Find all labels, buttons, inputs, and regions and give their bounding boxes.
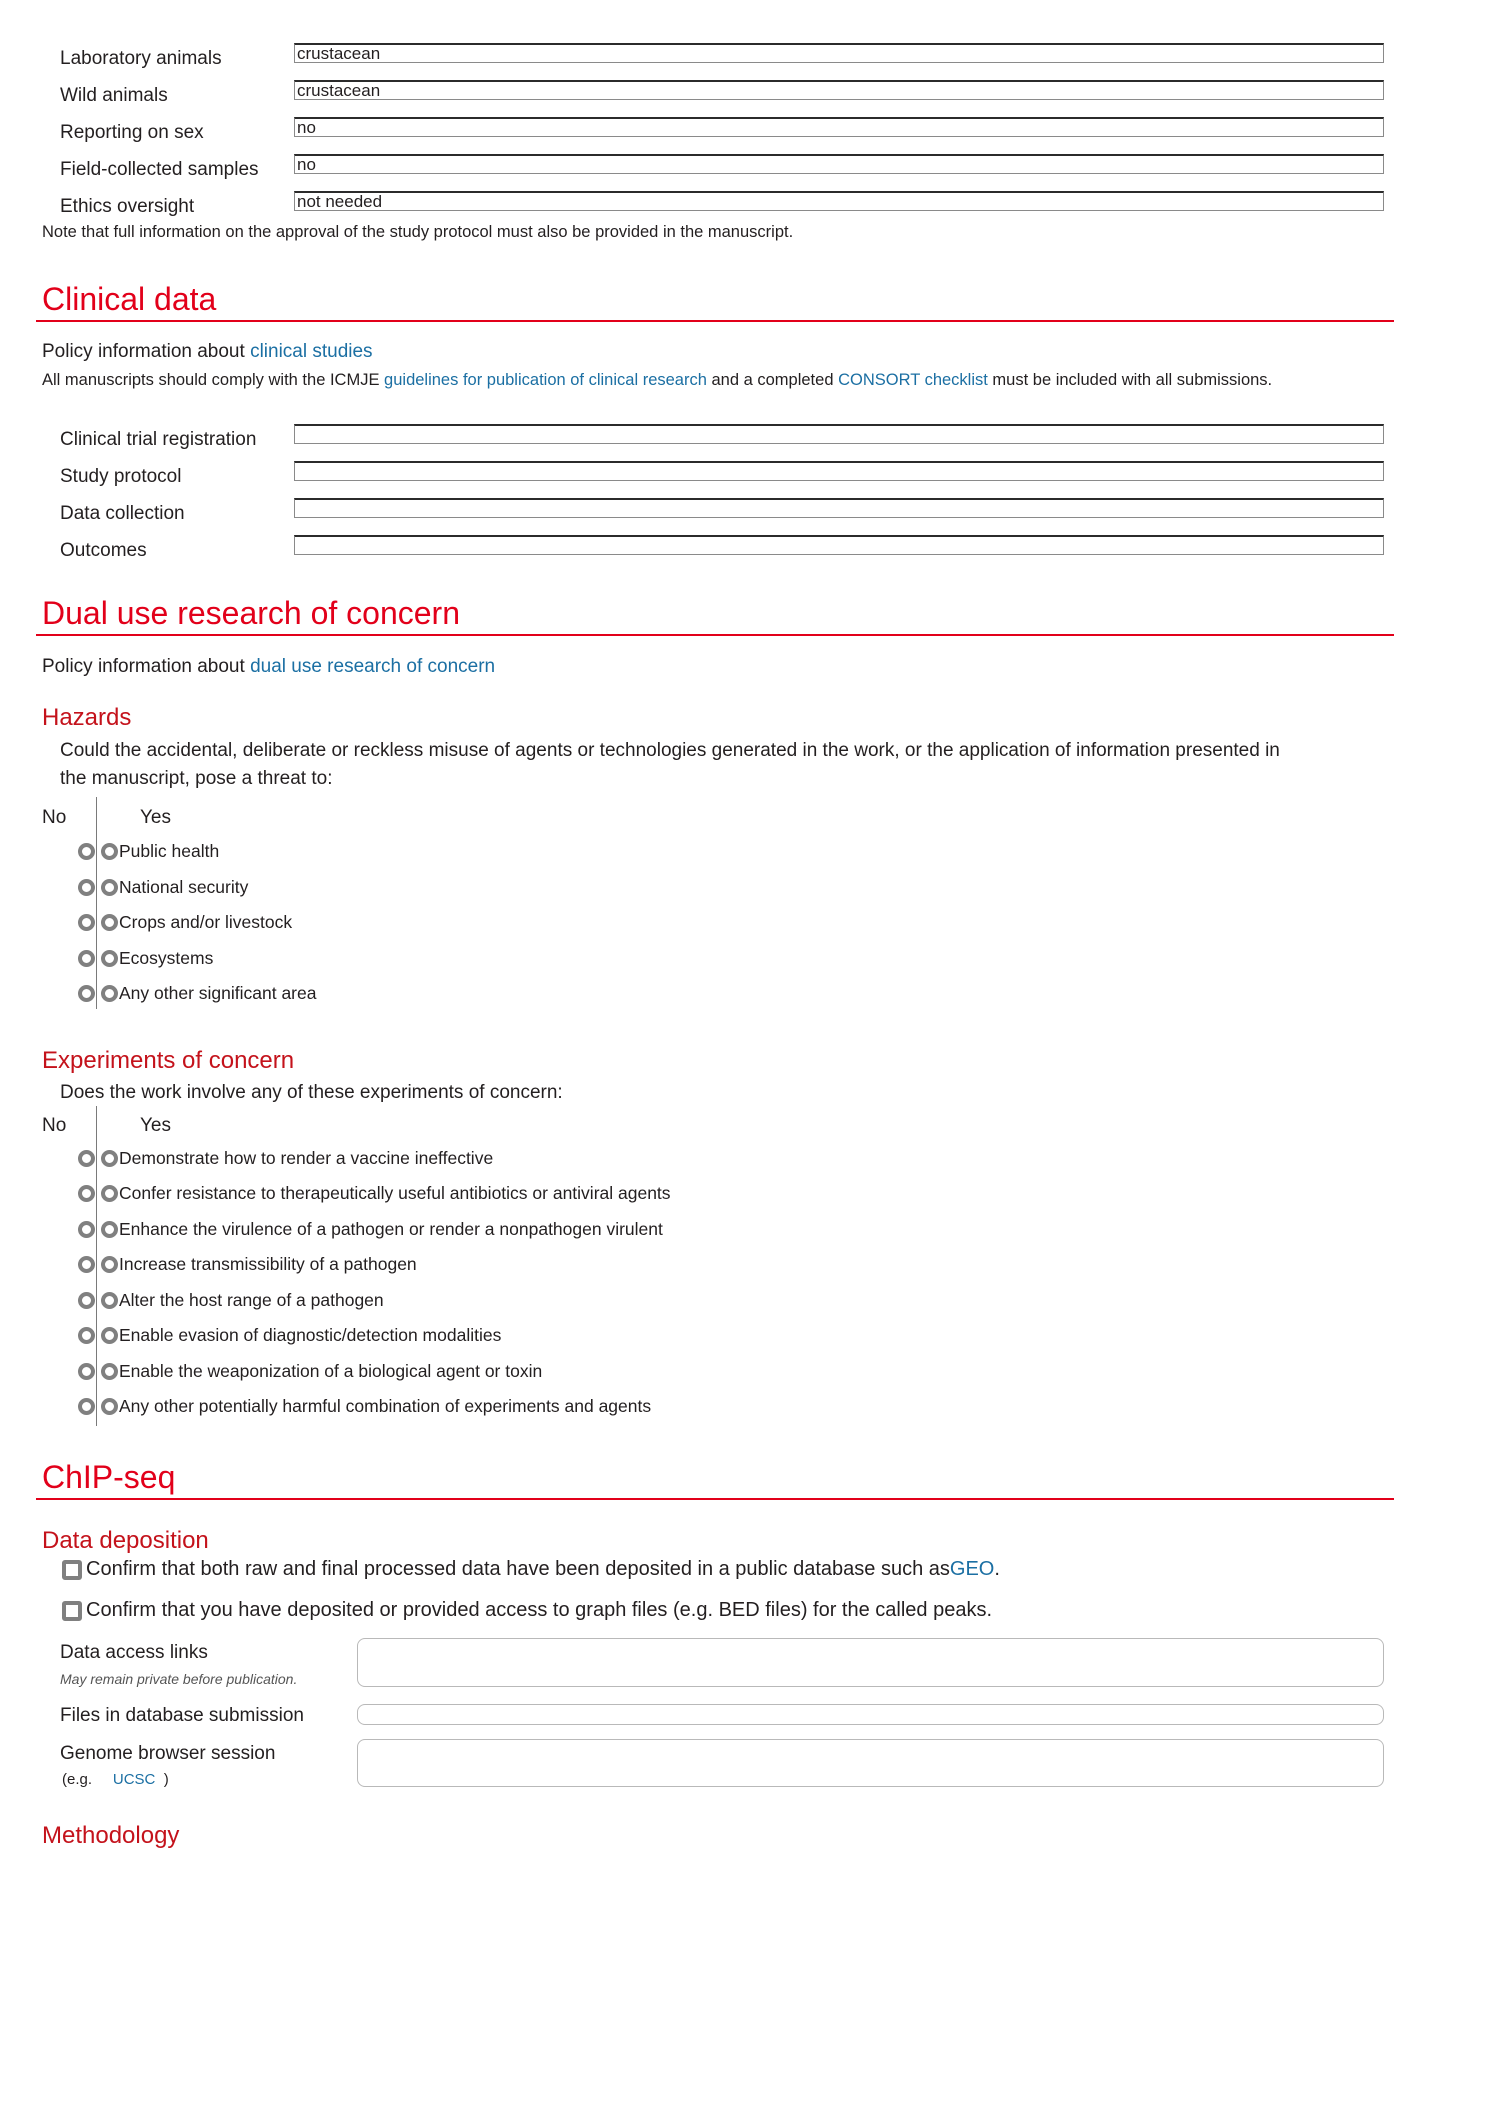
methodology-title: Methodology — [42, 1822, 180, 1849]
outcomes-label: Outcomes — [60, 540, 147, 561]
ethics-oversight-label: Ethics oversight — [60, 196, 195, 217]
dual-use-policy-prefix: Policy information about — [42, 656, 251, 677]
dual-use-title: Dual use research of concern — [42, 595, 460, 631]
reporting-on-sex-field[interactable]: no — [294, 117, 1384, 137]
no-radio[interactable] — [78, 950, 95, 967]
clinical-studies-link[interactable]: clinical studies — [250, 341, 373, 362]
experiments-question: Does the work involve any of these experiments of concern: — [60, 1082, 563, 1103]
experiment-option-weaponization — [78, 1359, 542, 1383]
graph-files-checkbox[interactable] — [62, 1601, 82, 1621]
no-radio[interactable] — [78, 1363, 95, 1380]
hazards-yes-header: Yes — [140, 807, 171, 828]
experiments-of-concern-title: Experiments of concern — [42, 1047, 295, 1074]
experiment-option-resistance — [78, 1181, 671, 1205]
no-radio[interactable] — [78, 879, 95, 896]
clinical-policy-text — [42, 341, 373, 363]
no-radio[interactable] — [78, 1150, 95, 1167]
experiment-option-other-combination — [78, 1394, 651, 1418]
clinical-data-title: Clinical data — [42, 281, 217, 317]
experiment-label: Enable the weaponization of a biological agent or toxin — [119, 1360, 543, 1381]
genome-browser-session-label: Genome browser session — [60, 1743, 276, 1764]
hazard-label: National security — [119, 876, 249, 897]
compliance-middle: and a completed — [706, 371, 839, 389]
wild-animals-label: Wild animals — [60, 85, 168, 106]
chipseq-title: ChIP-seq — [42, 1459, 176, 1495]
yes-radio[interactable] — [101, 950, 118, 967]
experiment-label: Confer resistance to therapeutically useful antibiotics or antiviral agents — [119, 1182, 671, 1203]
yes-radio[interactable] — [101, 879, 118, 896]
raw-data-deposited-checkbox[interactable] — [62, 1560, 82, 1580]
consort-checklist-link[interactable]: CONSORT checklist — [838, 371, 988, 389]
wild-animals-field[interactable]: crustacean — [294, 80, 1384, 100]
dual-use-policy-link[interactable]: dual use research of concern — [250, 656, 496, 677]
data-access-links-field[interactable] — [357, 1638, 1384, 1687]
experiments-no-header: No — [42, 1115, 67, 1136]
genome-browser-example — [62, 1771, 169, 1788]
no-radio[interactable] — [78, 843, 95, 860]
yes-radio[interactable] — [101, 985, 118, 1002]
study-protocol-field[interactable] — [294, 461, 1384, 481]
no-radio[interactable] — [78, 1292, 95, 1309]
hazards-no-header: No — [42, 807, 67, 828]
hazards-question-line1: Could the accidental, deliberate or reckless misuse of agents or technologies generated in the work, or the application of information presented in — [60, 740, 1280, 761]
yes-radio[interactable] — [101, 1221, 118, 1238]
files-in-database-label: Files in database submission — [60, 1705, 304, 1726]
data-collection-label: Data collection — [60, 503, 185, 524]
no-radio[interactable] — [78, 1185, 95, 1202]
hazard-label: Public health — [119, 840, 220, 861]
hazard-option-ecosystems — [78, 946, 213, 970]
yes-radio[interactable] — [101, 1363, 118, 1380]
genome-browser-session-field[interactable] — [357, 1739, 1384, 1787]
data-access-links-label: Data access links — [60, 1642, 208, 1663]
dual-use-policy-text — [42, 656, 495, 678]
clinical-policy-prefix: Policy information about — [42, 341, 251, 362]
experiments-yes-header: Yes — [140, 1115, 171, 1136]
no-radio[interactable] — [78, 1221, 95, 1238]
yes-radio[interactable] — [101, 1292, 118, 1309]
hazard-option-national-security — [78, 875, 248, 899]
experiment-option-transmissibility — [78, 1252, 417, 1276]
hazard-option-public-health — [78, 839, 219, 863]
no-radio[interactable] — [78, 1327, 95, 1344]
field-collected-samples-field[interactable]: no — [294, 154, 1384, 174]
experiment-label: Any other potentially harmful combination of experiments and agents — [119, 1395, 652, 1416]
experiment-option-virulence — [78, 1217, 663, 1241]
files-in-database-field[interactable] — [357, 1704, 1384, 1725]
clinical-trial-registration-field[interactable] — [294, 424, 1384, 444]
hazards-question-line2: the manuscript, pose a threat to: — [60, 768, 333, 789]
yes-radio[interactable] — [101, 1327, 118, 1344]
study-protocol-label: Study protocol — [60, 466, 182, 487]
hazard-label: Any other significant area — [119, 982, 317, 1003]
experiment-label: Increase transmissibility of a pathogen — [119, 1253, 417, 1274]
hazards-title: Hazards — [42, 704, 132, 731]
eg-prefix: (e.g. — [62, 1771, 93, 1788]
experiment-label: Enhance the virulence of a pathogen or render a nonpathogen virulent — [119, 1218, 663, 1239]
data-collection-field[interactable] — [294, 498, 1384, 518]
no-radio[interactable] — [78, 1256, 95, 1273]
protocol-approval-note: Note that full information on the approval of the study protocol must also be provided in the manuscript. — [42, 223, 794, 241]
ethics-oversight-field[interactable]: not needed — [294, 191, 1384, 211]
hazard-option-other-area — [78, 981, 316, 1005]
yes-radio[interactable] — [101, 1185, 118, 1202]
no-radio[interactable] — [78, 985, 95, 1002]
clinical-section-rule — [36, 320, 1394, 322]
yes-radio[interactable] — [101, 1398, 118, 1415]
chipseq-section-rule — [36, 1498, 1394, 1500]
raw-data-deposited-prefix: Confirm that both raw and final processed data have been deposited in a public database such as — [86, 1558, 950, 1580]
raw-data-deposited-option — [62, 1558, 1000, 1581]
no-radio[interactable] — [78, 1398, 95, 1415]
experiment-option-host-range — [78, 1288, 384, 1312]
experiment-option-evasion — [78, 1323, 501, 1347]
field-collected-samples-label: Field-collected samples — [60, 159, 259, 180]
laboratory-animals-label: Laboratory animals — [60, 48, 222, 69]
experiment-option-vaccine — [78, 1146, 493, 1170]
hazard-label: Crops and/or livestock — [119, 911, 293, 932]
hazard-label: Ecosystems — [119, 947, 214, 968]
hazards-no-yes-divider — [96, 797, 97, 1009]
graph-files-option — [62, 1599, 992, 1622]
laboratory-animals-field[interactable]: crustacean — [294, 43, 1384, 63]
no-radio[interactable] — [78, 914, 95, 931]
eg-suffix: ) — [163, 1771, 169, 1788]
compliance-suffix: must be included with all submissions. — [987, 371, 1273, 389]
data-access-note: May remain private before publication. — [60, 1671, 298, 1687]
compliance-prefix: All manuscripts should comply with the ICMJE — [42, 371, 385, 389]
yes-radio[interactable] — [101, 1150, 118, 1167]
geo-link[interactable]: GEO — [949, 1558, 995, 1580]
reporting-on-sex-label: Reporting on sex — [60, 122, 204, 143]
yes-radio[interactable] — [101, 1256, 118, 1273]
dual-use-section-rule — [36, 634, 1394, 636]
graph-files-label: Confirm that you have deposited or provided access to graph files (e.g. BED files) for the called peaks. — [86, 1599, 993, 1621]
experiment-label: Enable evasion of diagnostic/detection modalities — [119, 1324, 502, 1345]
experiment-label: Alter the host range of a pathogen — [119, 1289, 384, 1310]
icmje-compliance-text — [42, 371, 1272, 390]
clinical-research-guidelines-link[interactable]: guidelines for publication of clinical research — [384, 371, 707, 389]
yes-radio[interactable] — [101, 843, 118, 860]
experiment-label: Demonstrate how to render a vaccine ineffective — [119, 1147, 494, 1168]
yes-radio[interactable] — [101, 914, 118, 931]
ucsc-link[interactable]: UCSC — [112, 1771, 156, 1788]
raw-data-deposited-suffix: . — [994, 1558, 1000, 1580]
clinical-trial-registration-label: Clinical trial registration — [60, 429, 257, 450]
data-deposition-title: Data deposition — [42, 1527, 209, 1554]
hazard-option-crops-livestock — [78, 910, 292, 934]
outcomes-field[interactable] — [294, 535, 1384, 555]
